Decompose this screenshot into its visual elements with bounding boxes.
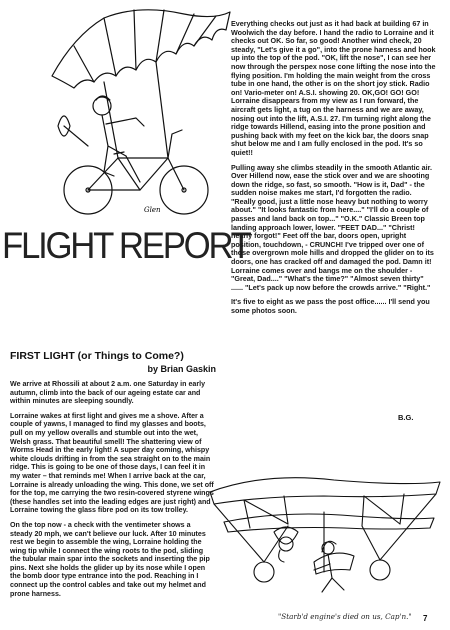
paragraph: We arrive at Rhossili at about 2 a.m. one Saturday in early autumn, climb into the back of our ageing estate car and within minutes are sleeping soundly. <box>10 380 206 406</box>
article-title: FIRST LIGHT (or Things to Come?) <box>10 350 184 362</box>
paragraph: On the top now - a check with the ventimeter shows a steady 20 mph, we can't believe our luck. After 10 minutes rest we begin to assemble the wing, Lorraine holding the wing tip while I connect the wing roots to the pod, sliding the tubular main spar into the sockets and inserting the pip pins. Next she holds the glider up by its nose while I open the bomb door type entrance into the pod. Reaching in I connect up the control cables and take out my helmet and prone harness. <box>10 520 210 598</box>
glider-cartoon-illustration <box>204 452 446 607</box>
article-byline: by Brian Gaskin <box>147 364 216 374</box>
bicycle-glider-illustration <box>44 6 234 222</box>
paragraph: Pulling away she climbs steadily in the smooth Atlantic air. Over Hillend now, ease the stick over and we are shooting down the ridge, so fast, so smooth. "How is it, Dad" - the sudden noise makes me start, I'd forgotten the radio. "Really good, just a little nose heavy but nothing to worry about." "It looks fantastic from here...." "I'll do a couple of passes and land back on top..." "O.K." Classic Breen top landing approach lower, lower. "FEET DAD..." "Christ! nearly forgot!" Feet off the bar, doors open, upright position, touchdown, - CRUNCH! I've tripped over one of those overgrown mole hills and dropped the glider on to its doors, one has cracked off and damaged the pod. Damn it! Lorraine comes over and bangs me on the shoulder - "Great, Dad...." "What's the time?" "Almost seven thirty" ...... "Let's pack up now before the crowds arrive." "Right." <box>231 162 434 292</box>
illustration-caption: "Starb'd engine's died on us, Cap'n." <box>278 612 412 621</box>
artist-signature: Glen <box>144 206 161 214</box>
right-column <box>231 20 437 322</box>
author-initials: B.G. <box>398 413 414 422</box>
page-number: 7 <box>423 614 428 623</box>
paragraph: Everything checks out just as it had back at building 67 in Woolwich the day before. I hand the radio to Lorraine and it checks out OK. So far, so good! Another wind check, 20 steady, "Let's give it a go", into the prone harness and hook up into the top of the pod. "OK, lift the nose", I can see her now through the perspex nose cone lifting the nose into the flying position. I'm holding the main weight from the cross tube in one hand, the other is on the short joy stick. Radio on! Vario-meter on! A.S.I. showing 20. OK,GO! GO! GO! Lorraine disappears from my view as I run forward, the aircraft gets light, a tug on the harness and we are away, nosing out into the lift, A.S.I. 27. I'm turning right along the ridge towards Hillend, easing into the prone position and pushing back with my feet on the kick bar, the doors snap shut below me and I am fully enclosed in the pod. It's so quiet!! <box>231 19 436 157</box>
paragraph: It's five to eight as we pass the post office...... I'll send you some photos soon. <box>231 297 430 315</box>
page-headline: FLIGHT REPORT <box>2 225 250 266</box>
left-column <box>10 380 214 604</box>
paragraph: Lorraine wakes at first light and gives me a shove. After a couple of yawns, I managed to find my glasses and boots, pull on my yellow overalls and stumble out into the wet, Welsh grass. That beautiful smell! The shattering view of Worms Head in the early light! A super day coming, whispy white clouds drifting in from the sea straight on to the main ridge. This is going to be one of those days, I can feel it in my water – that reminds me! When I arrive back at the car, Lorraine is already unloading the wing. This done, we set off for the top, me carrying the two resin-covered styrene wings (these handles set into the leading edges are just right) and Lorraine towing the glass fibre pod on its tow trolley. <box>10 411 214 515</box>
